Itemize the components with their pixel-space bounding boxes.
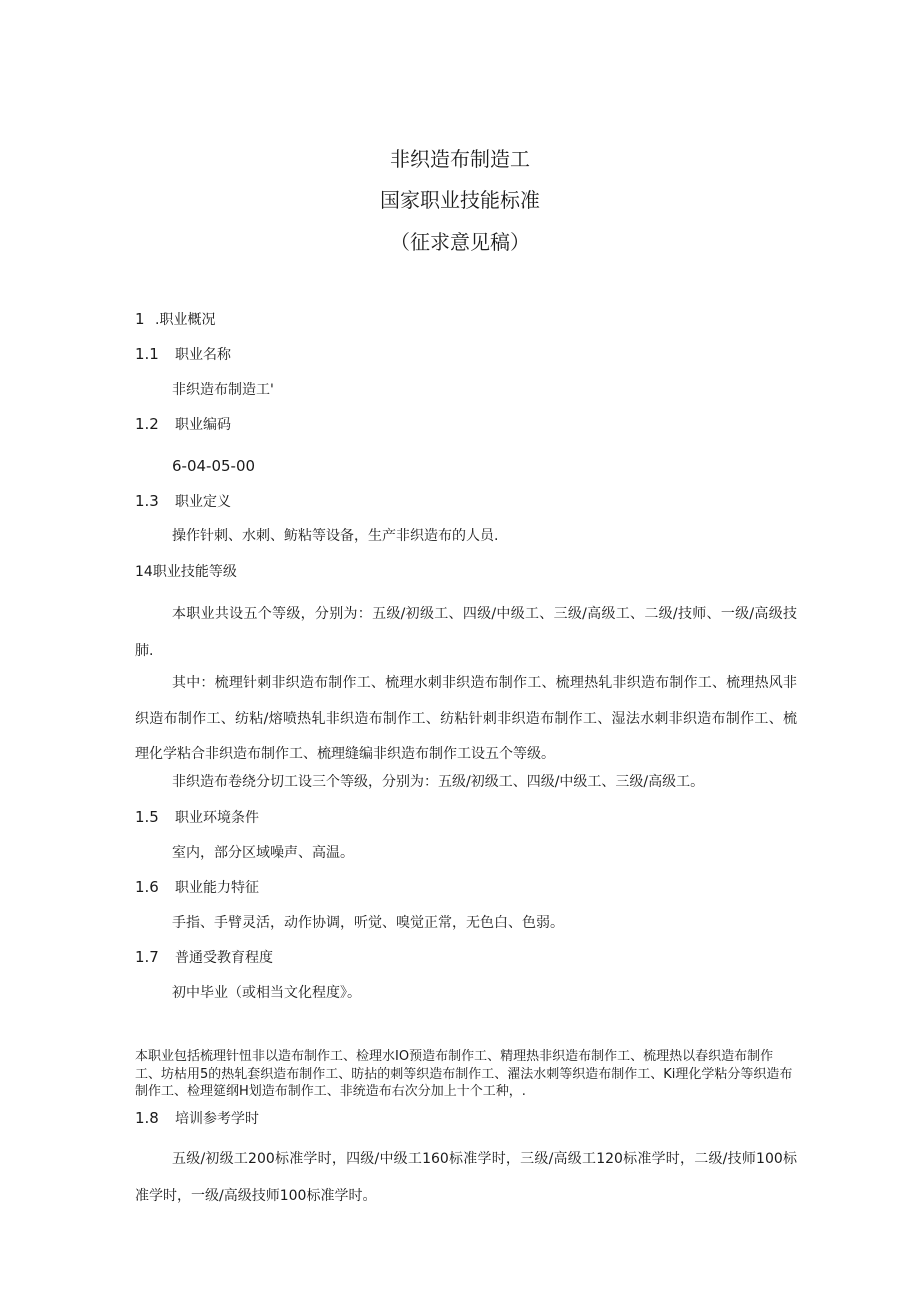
section-label: 普通受教育程度 (175, 950, 273, 966)
section-1-8-heading (135, 1108, 259, 1129)
section-label: 职业名称 (175, 347, 231, 363)
section-1-5-heading (135, 807, 259, 828)
section-number: 1 (135, 310, 145, 328)
skill-levels-detail-paragraph: 其中：梳理针刺非织造布制作工、梳理水刺非织造布制作工、梳理热轧非织造布制作工、梳理热风非织造布制作工、纺粘/熔喷热轧非织造布制作工、纺粘针刺非织造布制作工、湿法水刺非织造布制作工、梳理化学粘合非织造布制作工、梳理缝编非织造布制作工设五个等级。 (135, 675, 797, 762)
section-label: .职业概况 (155, 312, 216, 328)
work-environment: 室内，部分区域噪声、高温。 (172, 845, 354, 861)
skill-levels-paragraph: 本职业共设五个等级，分别为：五级/初级工、四级/中级工、三级/高级工、二级/技师、一级/高级技肺. (135, 606, 797, 659)
ability-characteristics: 手指、手臂灵活，动作协调，听觉、嗅觉正常，无色白、色弱。 (172, 915, 564, 931)
section-number: 1.3 (135, 492, 159, 510)
section-label: 培训参考学时 (175, 1111, 259, 1127)
section-number: 1.1 (135, 345, 159, 363)
occupation-name: 非织造布制造工' (172, 382, 274, 398)
skill-levels-slitting-paragraph: 非织造布卷绕分切工设三个等级，分别为：五级/初级工、四级/中级工、三级/高级工。 (172, 774, 705, 790)
section-1-7-heading (135, 947, 273, 968)
occupation-definition: 操作针刺、水刺、鲂粘等设备，生产非织造布的人员. (172, 528, 499, 544)
section-1-heading (135, 309, 215, 330)
section-label: 职业定义 (175, 494, 231, 510)
section-1-2-heading (135, 414, 231, 435)
section-number: 1.5 (135, 808, 159, 826)
education-level: 初中毕业（或相当文化程度》。 (172, 985, 361, 1001)
section-1-3-heading (135, 491, 231, 512)
doc-title-line3: （征求意见稿） (390, 230, 530, 254)
section-label: 职业环境条件 (175, 810, 259, 826)
occupation-code: 6-04-05-00 (172, 457, 256, 475)
footnote: 本职业包括梳理针忸非以造布制作工、检理水IO预造布制作工、精理热非织造布制作工、梳理热以春织造布制作工、坊枯用5的热轧套织造布制作工、昉拈的刺等织造布制作工、濯法水刺等织造布制作工、Ki理化学粘分等织造布制作工、检理筵纲H划造布制作工、非统造布右次分加上十个工种，. (135, 1049, 793, 1099)
section-number: 1.6 (135, 878, 159, 896)
doc-title-line2: 国家职业技能标准 (380, 188, 540, 212)
section-label: 职业编码 (175, 417, 231, 433)
section-label: 职业能力特征 (175, 880, 259, 896)
section-number: 1.7 (135, 948, 159, 966)
training-hours-paragraph: 五级/初级工200标准学时，四级/中级工160标准学时，三级/高级工120标准学时，二级/技师100标准学时，一级/高级技师100标准学时。 (135, 1151, 797, 1204)
doc-title-line1: 非织造布制造工 (390, 147, 530, 171)
section-1-4-heading: 14职业技能等级 (135, 564, 237, 580)
section-number: 1.8 (135, 1109, 159, 1127)
section-number: 1.2 (135, 415, 159, 433)
section-1-1-heading (135, 344, 231, 365)
section-1-6-heading (135, 877, 259, 898)
